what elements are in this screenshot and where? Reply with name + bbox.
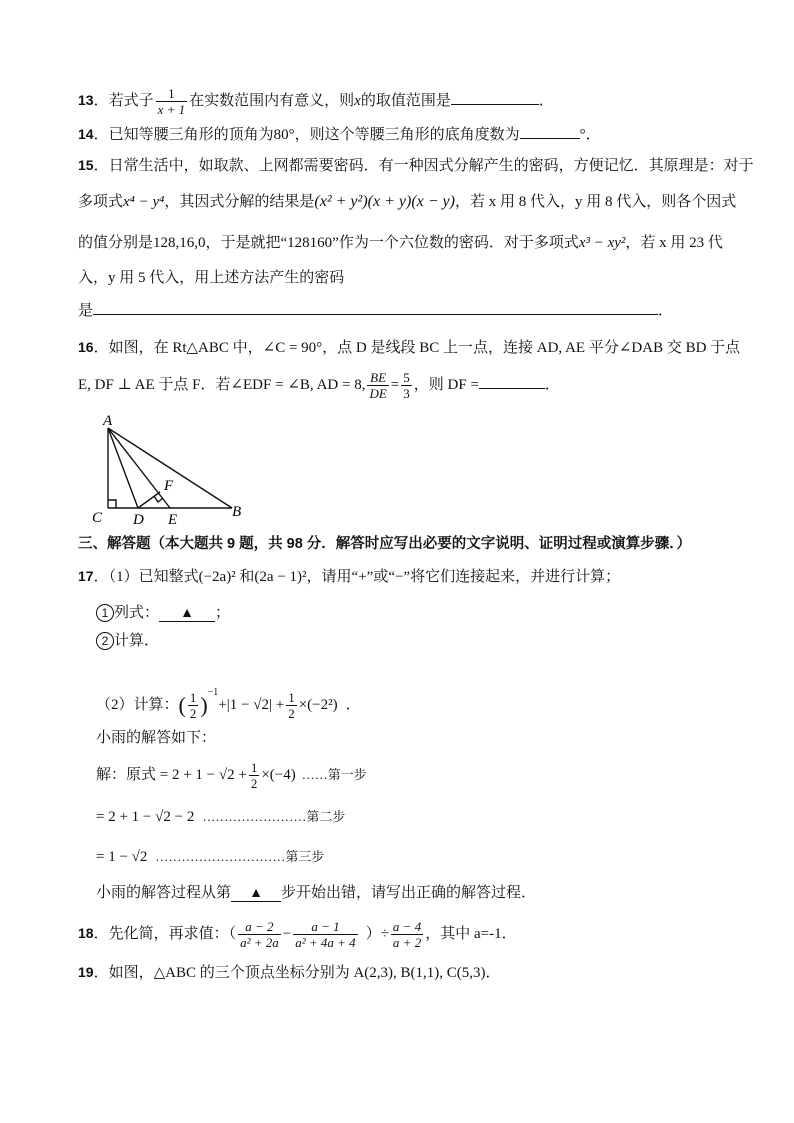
question-13: 13．若式子 $\frac{1}{x + 1}$ 在实数范围内有意义，则x的取值范围是 ． — [78, 86, 554, 117]
fraction: $\frac{a - 2}{\text{a² + 2a}}$ — [240, 919, 279, 951]
segment-ae — [108, 428, 170, 508]
solution-step-2: = 2 + 1 − √2 − 2 ……………………第二步 — [96, 809, 346, 825]
label-b: B — [232, 504, 242, 520]
fraction: $\frac{5}{3}$ — [403, 370, 410, 401]
question-15-line-2: 多项式x⁴ − y⁴，其因式分解的结果是(x² + y²)(x + y)(x − y)，若 x 用 8 代入，y 用 8 代入，则各个因式 — [78, 193, 737, 210]
fraction: $\frac{1}{2}$ — [250, 760, 258, 792]
question-16-line-1: 16．如图，在 Rt△ABC 中，∠C = 90°，点 D 是线段 BC 上一点，连接 AD, AE 平分∠DAB 交 BD 于点 — [78, 339, 741, 356]
question-number: 19 — [78, 964, 94, 980]
question-14: 14．已知等腰三角形的顶角为80°，则这个等腰三角形的底角度数为 °． — [78, 126, 601, 143]
question-15-line-5: 是 ． — [78, 300, 673, 321]
question-text: ．若式子 — [93, 92, 154, 109]
question-17-step-1: 1 列式： ▲ ； — [96, 603, 230, 623]
answer-blank[interactable] — [93, 300, 658, 315]
question-18: 18．先化简，再求值：（ $\frac{a - 2}{\text{a² + 2a}}$ − $\frac{a - 1}{\text{a² + 4a + 4}}$ ）÷ $\frac{a - 4}{a + 2}$ ，其中 a=-1． — [78, 919, 517, 951]
question-number: 14 — [78, 126, 94, 142]
question-15-line-4: 入，y 用 5 代入，用上述方法产生的密码 — [78, 270, 345, 286]
right-angle-c — [108, 500, 116, 508]
solution-step-1: 解：原式 = 2 + 1 − √2 + $\frac{1}{2}$ ×(−4) ……第一步 — [96, 760, 367, 792]
factorization: (x² + y²)(x + y)(x − y) — [314, 193, 455, 210]
question-17-line-1: 17．（1）已知整式(−2a)² 和(2a − 1)²，请用“+”或“−”将它们连接起来，并进行计算； — [78, 568, 621, 585]
question-number: 13 — [78, 91, 94, 108]
question-17-part-2: （2）计算：( $\frac{1}{2}$ )$^{-1}$+|1 − √2| + $\frac{1}{2}$ ×(−2²) ． — [96, 687, 361, 722]
label-f: F — [164, 478, 174, 494]
question-number: 15 — [78, 157, 94, 173]
question-number: 16 — [78, 339, 94, 355]
question-15-line-3: 的值分别是128,16,0，于是就把“128160”作为一个六位数的密码．对于多项式x³ − xy²，若 x 用 23 代 — [78, 235, 723, 251]
answer-blank[interactable]: ▲ — [231, 884, 281, 902]
fraction: $\frac{1}{2}$ — [189, 690, 197, 722]
xiaoyu-intro: 小雨的解答如下： — [96, 730, 217, 746]
answer-blank[interactable] — [451, 90, 539, 105]
segment-ad — [108, 428, 138, 508]
section-three-heading: 三、解答题（本大题共 9 题，共 98 分．解答时应写出必要的文字说明、证明过程或演算步骤．） — [78, 536, 692, 552]
circled-number: 1 — [96, 604, 114, 622]
answer-blank[interactable] — [479, 374, 545, 389]
fraction: $\frac{BE}{DE}$ — [369, 370, 387, 401]
label-d: D — [133, 512, 144, 528]
fraction: $\frac{1}{x + 1}$ — [157, 86, 186, 117]
question-text: ．已知等腰三角形的顶角为80°，则这个等腰三角形的底角度数为 — [93, 127, 520, 143]
exponent: −1 — [207, 687, 219, 698]
polynomial: x³ − xy² — [578, 235, 626, 251]
triangle-figure — [88, 412, 258, 528]
polynomial: x⁴ − y⁴ — [123, 194, 165, 210]
label-e: E — [168, 512, 178, 528]
question-19: 19．如图，△ABC 的三个顶点坐标分别为 A(2,3), B(1,1), C(5,3)． — [78, 964, 501, 981]
circled-number: 2 — [96, 632, 114, 650]
segment-ab — [108, 428, 232, 508]
question-16-line-2: E, DF ⊥ AE 于点 F．若∠EDF = ∠B, AD = 8, $\frac{BE}{DE}$ = $\frac{5}{3}$ ，则 DF = ． — [78, 370, 560, 401]
question-15-line-1: 15．日常生活中，如取款、上网都需要密码．有一种因式分解产生的密码，方便记忆．其原理是：对于 — [78, 157, 754, 174]
answer-blank[interactable] — [520, 124, 580, 139]
answer-blank[interactable]: ▲ — [159, 604, 215, 622]
fraction: $\frac{a - 1}{\text{a² + 4a + 4}}$ — [295, 919, 356, 951]
fraction: $\frac{1}{2}$ — [288, 690, 295, 722]
solution-step-3: = 1 − √2 …………………………第三步 — [96, 849, 325, 865]
question-number: 17 — [78, 568, 94, 584]
label-c: C — [92, 510, 103, 526]
question-number: 18 — [78, 925, 94, 941]
fraction: $\frac{a - 4}{a + 2}$ — [392, 919, 422, 951]
label-a: A — [103, 413, 113, 429]
question-17-step-2: 2 计算． — [96, 631, 159, 651]
error-question: 小雨的解答过程从第 ▲ 步开始出错，请写出正确的解答过程． — [96, 885, 537, 901]
